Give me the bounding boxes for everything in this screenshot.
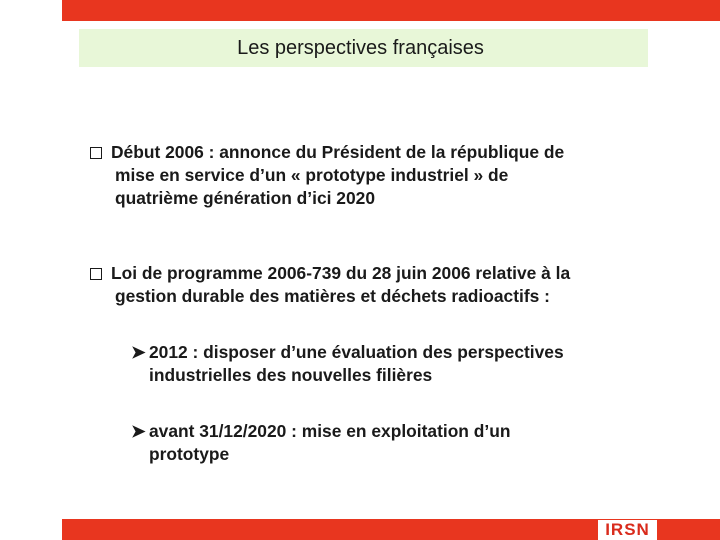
arrow-bullet-icon: ➤ xyxy=(131,342,146,362)
logo-text: IRSN xyxy=(605,520,650,539)
square-bullet-icon xyxy=(90,147,102,159)
sub-bullet-line: avant 31/12/2020 : mise en exploitation d’un xyxy=(149,421,511,441)
sub-bullet-line: prototype xyxy=(149,444,230,464)
bullet-line: gestion durable des matières et déchets radioactifs : xyxy=(115,286,550,306)
sub-bullet-line: 2012 : disposer d’une évaluation des perspectives xyxy=(149,342,564,362)
bullet-line: Début 2006 : annonce du Président de la république de xyxy=(111,142,565,162)
bullet-item-1 xyxy=(90,141,670,210)
sub-bullet-line: industrielles des nouvelles filières xyxy=(149,365,433,385)
square-bullet-icon xyxy=(90,268,102,280)
bullet-item-2 xyxy=(90,262,670,308)
title-box xyxy=(79,29,648,67)
bullet-line: mise en service d’un « prototype industriel » de xyxy=(115,165,509,185)
bullet-line: quatrième génération d’ici 2020 xyxy=(115,188,375,208)
sub-bullet-item-1 xyxy=(131,341,691,387)
bullet-line: Loi de programme 2006-739 du 28 juin 2006 relative à la xyxy=(111,263,571,283)
slide-title: Les perspectives françaises xyxy=(237,36,484,59)
sub-bullet-item-2 xyxy=(131,420,691,466)
irsn-logo xyxy=(598,520,657,540)
top-accent-bar xyxy=(62,0,720,21)
arrow-bullet-icon: ➤ xyxy=(131,421,146,441)
